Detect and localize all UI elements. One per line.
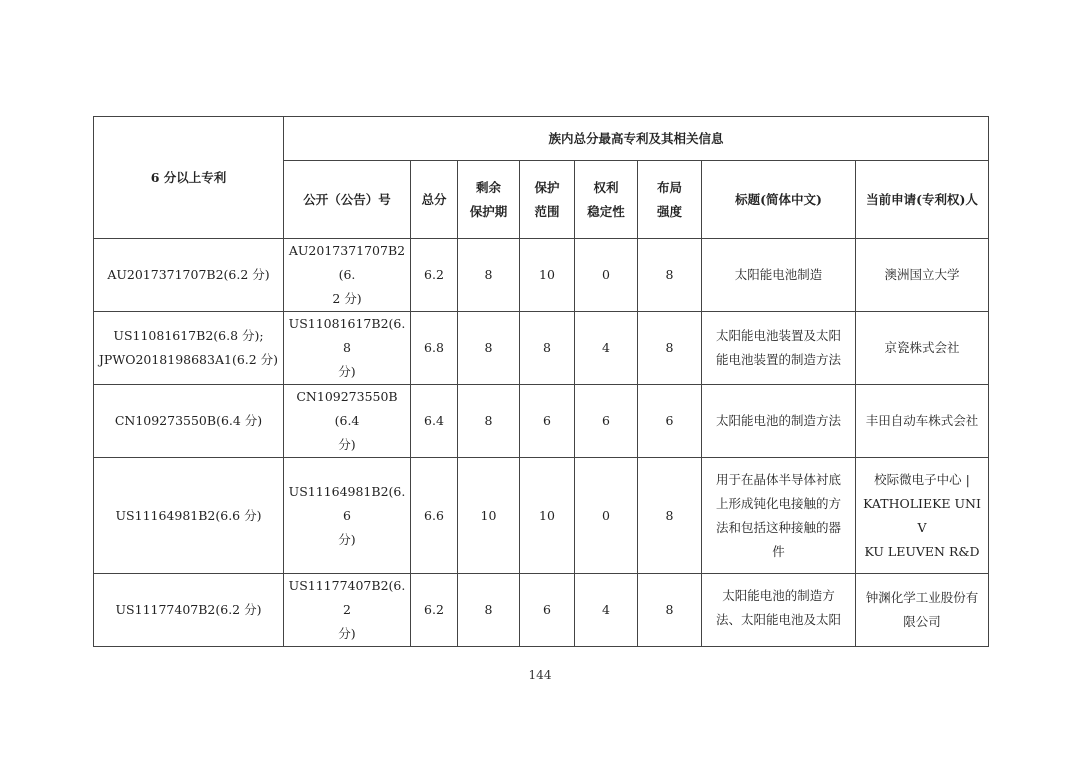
header-total: 总分	[411, 161, 458, 239]
patent-cell: US11164981B2(6.6 分)	[94, 458, 284, 574]
layout-cell: 6	[638, 385, 702, 458]
pub-no-cell: US11081617B2(6.8 分)	[284, 312, 411, 385]
title-cell: 用于在晶体半导体衬底 上形成钝化电接触的方 法和包括这种接触的器 件	[702, 458, 856, 574]
title-cell: 太阳能电池装置及太阳 能电池装置的制造方法	[702, 312, 856, 385]
remain-cell: 8	[458, 312, 520, 385]
total-cell: 6.4	[411, 385, 458, 458]
scope-cell: 10	[520, 458, 575, 574]
patent-cell: US11081617B2(6.8 分); JPWO2018198683A1(6.2 分)	[94, 312, 284, 385]
total-cell: 6.8	[411, 312, 458, 385]
title-cell: 太阳能电池制造	[702, 239, 856, 312]
table-row	[94, 385, 989, 458]
header-family-info: 族内总分最高专利及其相关信息	[284, 117, 989, 161]
scope-cell: 6	[520, 574, 575, 647]
stability-cell: 6	[575, 385, 638, 458]
remain-cell: 8	[458, 385, 520, 458]
scope-cell: 6	[520, 385, 575, 458]
page-number: 144	[528, 668, 552, 682]
remain-cell: 10	[458, 458, 520, 574]
table-row	[94, 458, 989, 574]
total-cell: 6.2	[411, 574, 458, 647]
stability-cell: 0	[575, 458, 638, 574]
title-cell: 太阳能电池的制造方 法、太阳能电池及太阳	[702, 574, 856, 647]
applicant-cell: 钟渊化学工业股份有 限公司	[856, 574, 989, 647]
stability-cell: 4	[575, 574, 638, 647]
header-remaining-term: 剩余 保护期	[458, 161, 520, 239]
pub-no-cell: US11177407B2(6.2 分)	[284, 574, 411, 647]
header-high-score-patents: 6 分以上专利	[94, 117, 284, 239]
header-layout-strength: 布局 强度	[638, 161, 702, 239]
total-cell: 6.6	[411, 458, 458, 574]
patent-cell: US11177407B2(6.2 分)	[94, 574, 284, 647]
header-stability: 权利 稳定性	[575, 161, 638, 239]
patent-cell: CN109273550B(6.4 分)	[94, 385, 284, 458]
layout-cell: 8	[638, 458, 702, 574]
applicant-cell: 京瓷株式会社	[856, 312, 989, 385]
table-row	[94, 574, 989, 647]
remain-cell: 8	[458, 239, 520, 312]
header-title: 标题(简体中文)	[702, 161, 856, 239]
patent-cell: AU2017371707B2(6.2 分)	[94, 239, 284, 312]
table-row	[94, 239, 989, 312]
header-pub-no: 公开（公告）号	[284, 161, 411, 239]
header-applicant: 当前申请(专利权)人	[856, 161, 989, 239]
patent-table	[93, 116, 989, 647]
scope-cell: 10	[520, 239, 575, 312]
total-cell: 6.2	[411, 239, 458, 312]
table-row	[94, 312, 989, 385]
pub-no-cell: CN109273550B(6.4 分)	[284, 385, 411, 458]
layout-cell: 8	[638, 239, 702, 312]
applicant-cell: 校际微电子中心 | KATHOLIEKE UNIV KU LEUVEN R&D	[856, 458, 989, 574]
pub-no-cell: US11164981B2(6.6 分)	[284, 458, 411, 574]
scope-cell: 8	[520, 312, 575, 385]
layout-cell: 8	[638, 574, 702, 647]
applicant-cell: 丰田自动车株式会社	[856, 385, 989, 458]
applicant-cell: 澳洲国立大学	[856, 239, 989, 312]
header-scope: 保护 范围	[520, 161, 575, 239]
remain-cell: 8	[458, 574, 520, 647]
layout-cell: 8	[638, 312, 702, 385]
stability-cell: 4	[575, 312, 638, 385]
pub-no-cell: AU2017371707B2(6. 2 分)	[284, 239, 411, 312]
stability-cell: 0	[575, 239, 638, 312]
title-cell: 太阳能电池的制造方法	[702, 385, 856, 458]
